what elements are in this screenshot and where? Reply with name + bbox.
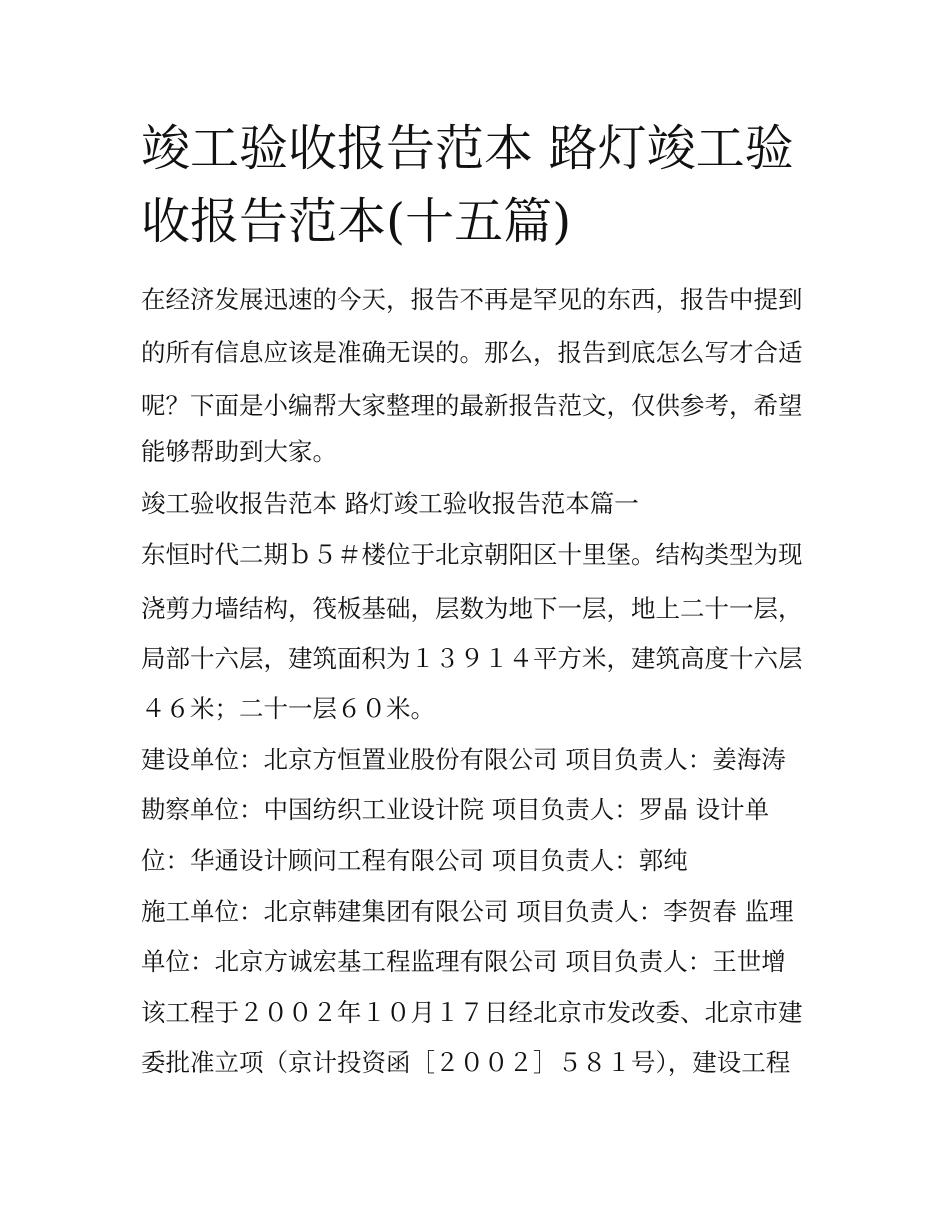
section-heading: 竣工验收报告范本 路灯竣工验收报告范本篇一 bbox=[141, 489, 639, 518]
document-title-line-2: 收报告范本(十五篇) bbox=[141, 193, 572, 250]
paragraph-line: 局部十六层，建筑面积为１３９１４平方米，建筑高度十六层 bbox=[141, 644, 803, 673]
paragraph-line: 东恒时代二期ｂ５＃楼位于北京朝阳区十里堡。结构类型为现 bbox=[141, 540, 803, 569]
paragraph-line: 委批准立项（京计投资函［２００２］５８１号），建设工程 bbox=[141, 1048, 791, 1077]
paragraph-line: 该工程于２００２年１０月１７日经北京市发改委、北京市建 bbox=[141, 998, 803, 1027]
paragraph-line: 施工单位：北京韩建集团有限公司 项目负责人：李贺春 监理 bbox=[141, 897, 794, 926]
document-title-line-1: 竣工验收报告范本 路灯竣工验 bbox=[141, 120, 794, 177]
paragraph-line: 能够帮助到大家。 bbox=[141, 437, 337, 466]
paragraph-line: 建设单位：北京方恒置业股份有限公司 项目负责人：姜海涛 bbox=[141, 745, 786, 774]
paragraph-line: ４６米；二十一层６０米。 bbox=[141, 694, 435, 723]
paragraph-line: 勘察单位：中国纺织工业设计院 项目负责人：罗晶 设计单 bbox=[141, 795, 770, 824]
paragraph-line: 浇剪力墙结构，筏板基础，层数为地下一层，地上二十一层， bbox=[141, 594, 803, 623]
paragraph-line: 在经济发展迅速的今天，报告不再是罕见的东西，报告中提到 bbox=[141, 285, 803, 314]
paragraph-line: 单位：北京方诚宏基工程监理有限公司 项目负责人：王世增 bbox=[141, 947, 786, 976]
paragraph-line: 的所有信息应该是准确无误的。那么，报告到底怎么写才合适 bbox=[141, 338, 803, 367]
paragraph-line: 位：华通设计顾问工程有限公司 项目负责人：郭纯 bbox=[141, 846, 688, 875]
paragraph-line: 呢？下面是小编帮大家整理的最新报告范文，仅供参考，希望 bbox=[141, 391, 803, 420]
